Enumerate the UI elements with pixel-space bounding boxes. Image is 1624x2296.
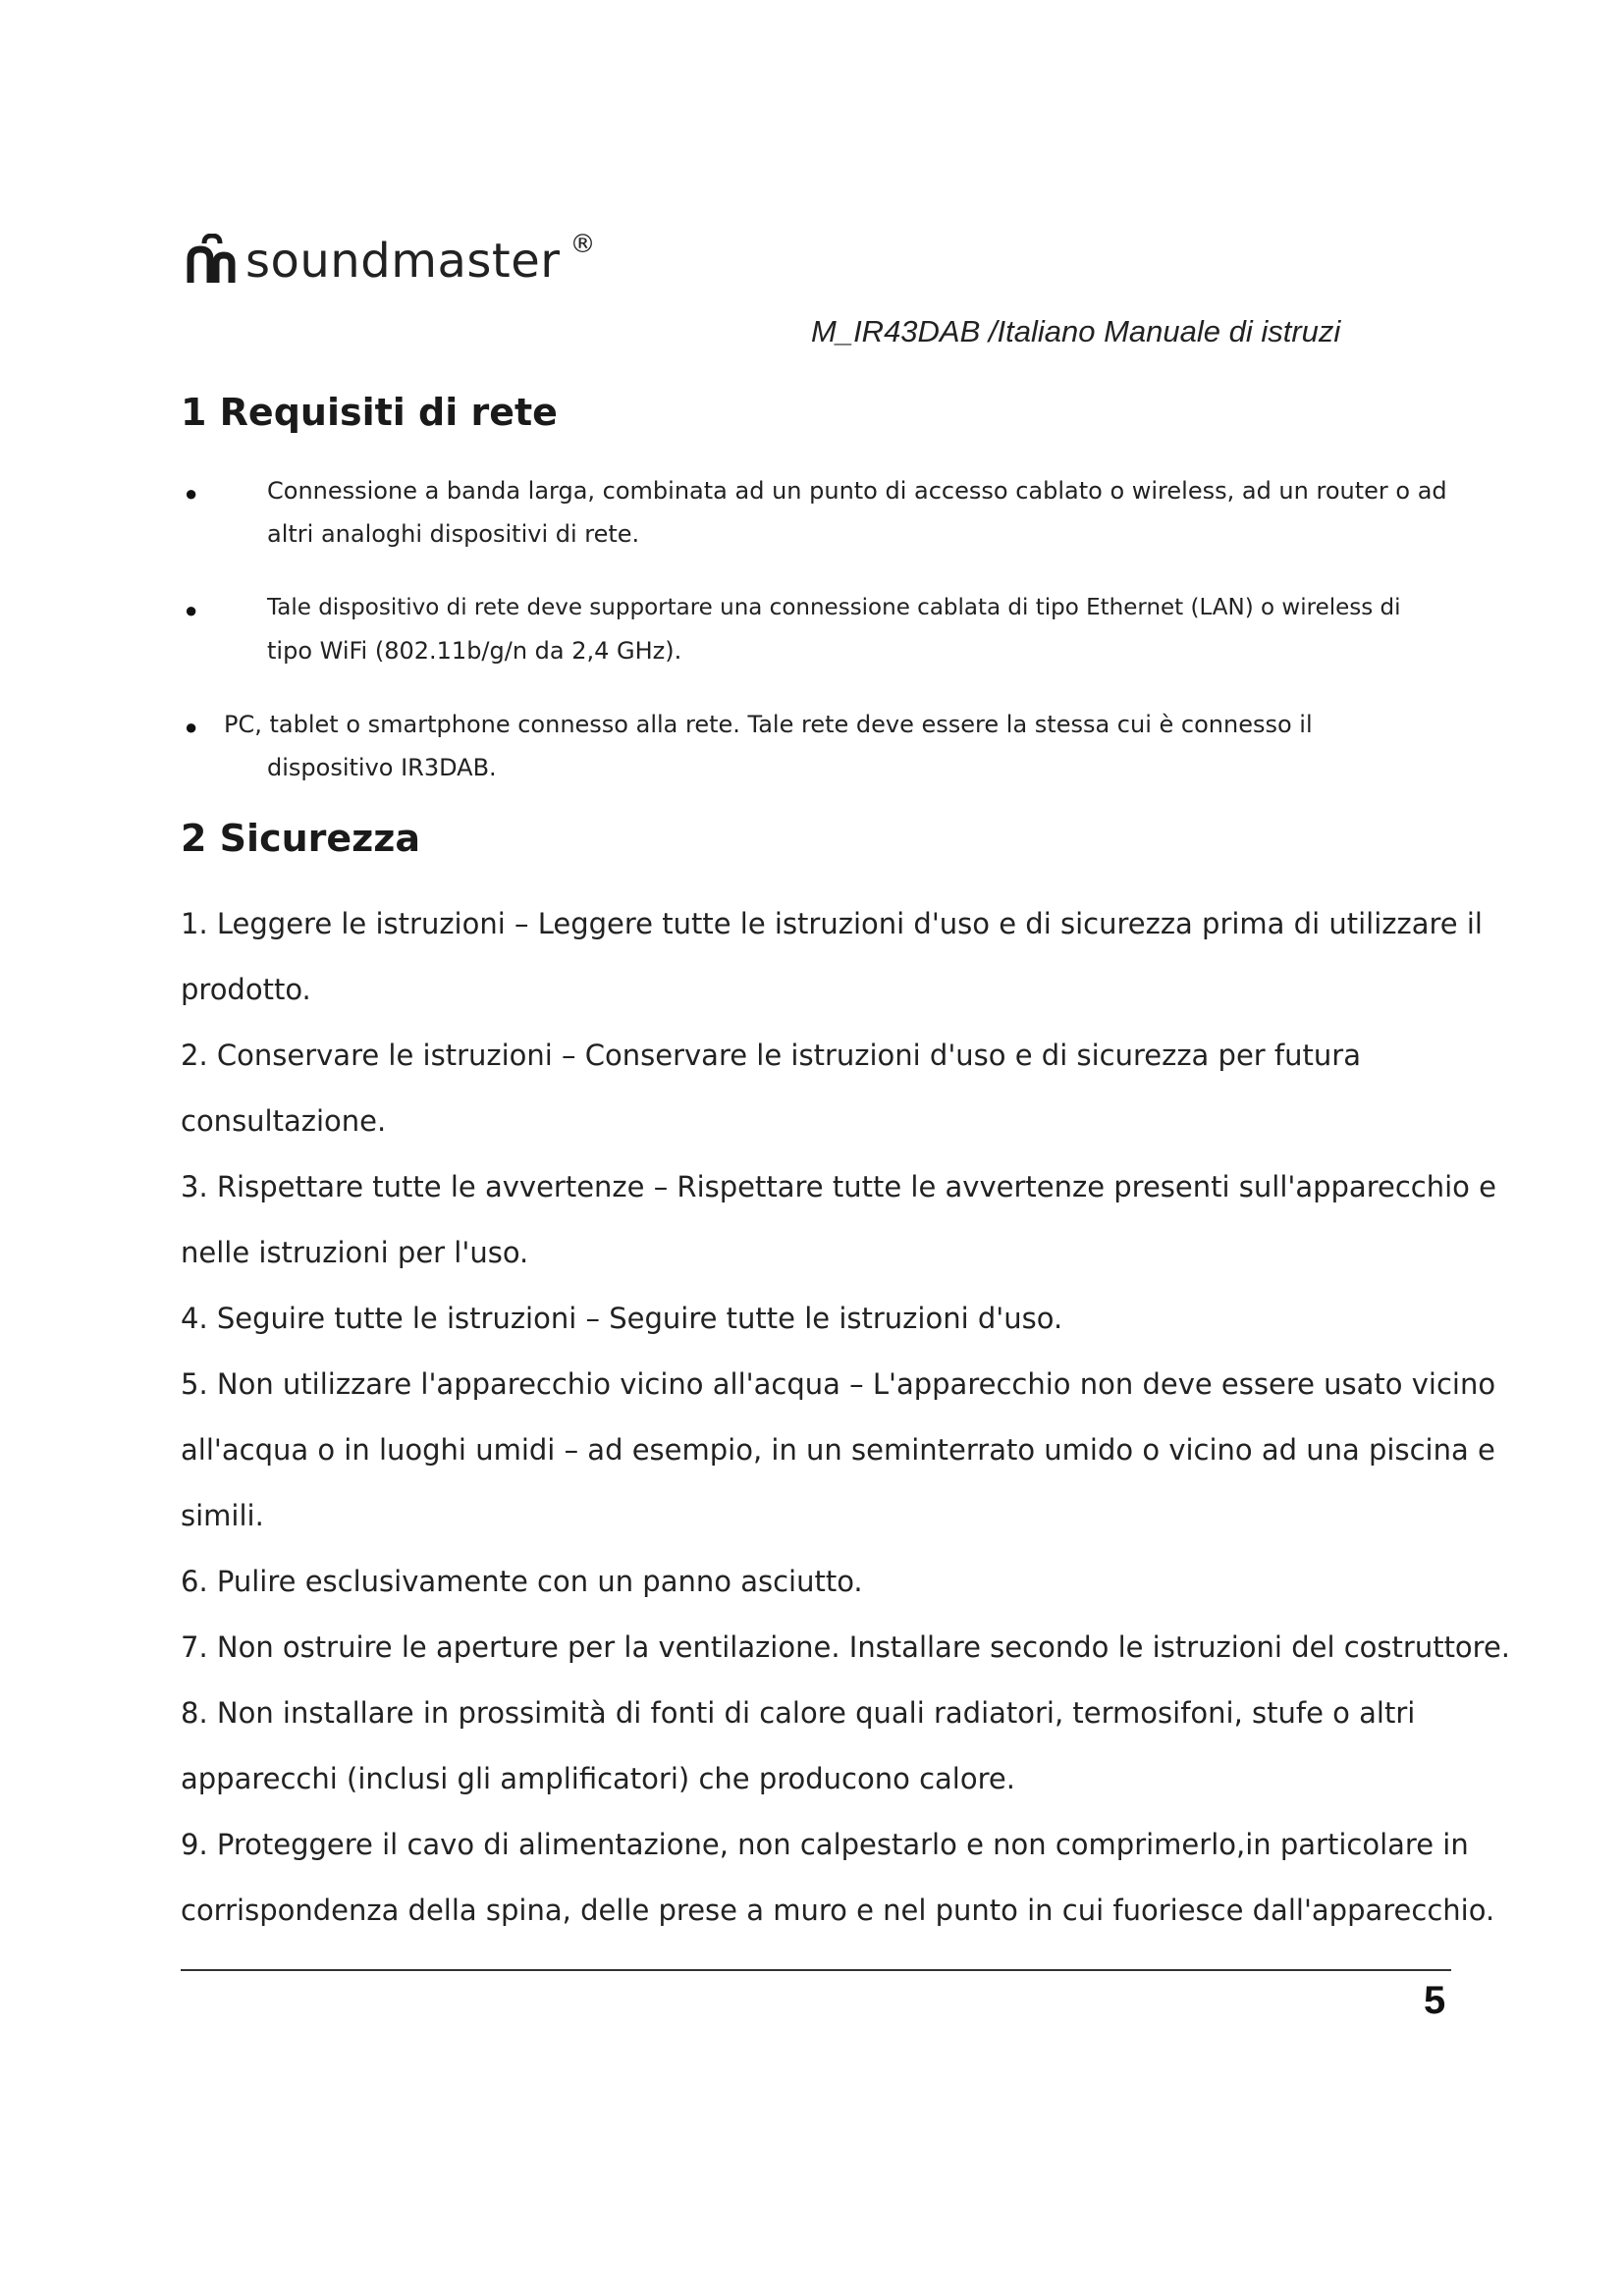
safety-line-10: simili. xyxy=(181,1499,264,1532)
safety-line-6: nelle istruzioni per l'uso. xyxy=(181,1236,529,1269)
safety-line-3: 2. Conservare le istruzioni – Conservare le istruzioni d'uso e di sicurezza per futura xyxy=(181,1039,1361,1072)
safety-line-5: 3. Rispettare tutte le avvertenze – Rispettare tutte le avvertenze presenti sull'apparecchio e xyxy=(181,1170,1496,1203)
section-1-heading: 1 Requisiti di rete xyxy=(181,391,558,434)
soundmaster-logo-icon xyxy=(187,234,240,285)
safety-line-16: corrispondenza della spina, delle prese a muro e nel punto in cui fuoriesce dall'apparecchio. xyxy=(181,1894,1495,1927)
safety-line-8: 5. Non utilizzare l'apparecchio vicino all'acqua – L'apparecchio non deve essere usato vicino xyxy=(181,1367,1496,1401)
safety-line-4: consultazione. xyxy=(181,1104,387,1138)
bullet-1-line-2: altri analoghi dispositivi di rete. xyxy=(267,520,640,548)
section-2-heading: 2 Sicurezza xyxy=(181,817,421,860)
bullet-dot-icon: ● xyxy=(185,598,198,622)
footer-divider xyxy=(181,1969,1451,1971)
safety-line-9: all'acqua o in luoghi umidi – ad esempio, in un seminterrato umido o vicino ad una piscina e xyxy=(181,1433,1495,1467)
bullet-3-line-2: dispositivo IR3DAB. xyxy=(267,754,497,781)
bullet-dot-icon: ● xyxy=(185,481,198,506)
brand-logo xyxy=(187,230,596,289)
bullet-2-line-1: Tale dispositivo di rete deve supportare una connessione cablata di tipo Ethernet (LAN) o wireless di xyxy=(267,595,1401,620)
bullet-2-line-2: tipo WiFi (802.11b/g/n da 2,4 GHz). xyxy=(267,637,682,665)
safety-line-15: 9. Proteggere il cavo di alimentazione, non calpestarlo e non comprimerlo,in particolare in xyxy=(181,1828,1469,1861)
bullet-dot-icon: ● xyxy=(185,715,198,739)
bullet-1-line-1: Connessione a banda larga, combinata ad un punto di accesso cablato o wireless, ad un router o ad xyxy=(267,477,1447,505)
safety-line-14: apparecchi (inclusi gli amplificatori) che producono calore. xyxy=(181,1762,1015,1795)
safety-line-2: prodotto. xyxy=(181,973,311,1006)
document-reference: M_IR43DAB /Italiano Manuale di istruzi xyxy=(811,314,1341,348)
safety-line-11: 6. Pulire esclusivamente con un panno asciutto. xyxy=(181,1565,863,1598)
registered-mark: ® xyxy=(569,230,596,259)
bullet-3-line-1: PC, tablet o smartphone connesso alla rete. Tale rete deve essere la stessa cui è connesso il xyxy=(224,711,1313,738)
page-number: 5 xyxy=(1424,1979,1446,2022)
safety-line-12: 7. Non ostruire le aperture per la ventilazione. Installare secondo le istruzioni del costruttore. xyxy=(181,1630,1511,1664)
safety-line-1: 1. Leggere le istruzioni – Leggere tutte le istruzioni d'uso e di sicurezza prima di utilizzare il xyxy=(181,907,1483,940)
safety-line-13: 8. Non installare in prossimità di fonti di calore quali radiatori, termosifoni, stufe o altri xyxy=(181,1696,1416,1730)
safety-line-7: 4. Seguire tutte le istruzioni – Seguire tutte le istruzioni d'uso. xyxy=(181,1302,1063,1335)
brand-name: soundmaster xyxy=(245,234,561,289)
